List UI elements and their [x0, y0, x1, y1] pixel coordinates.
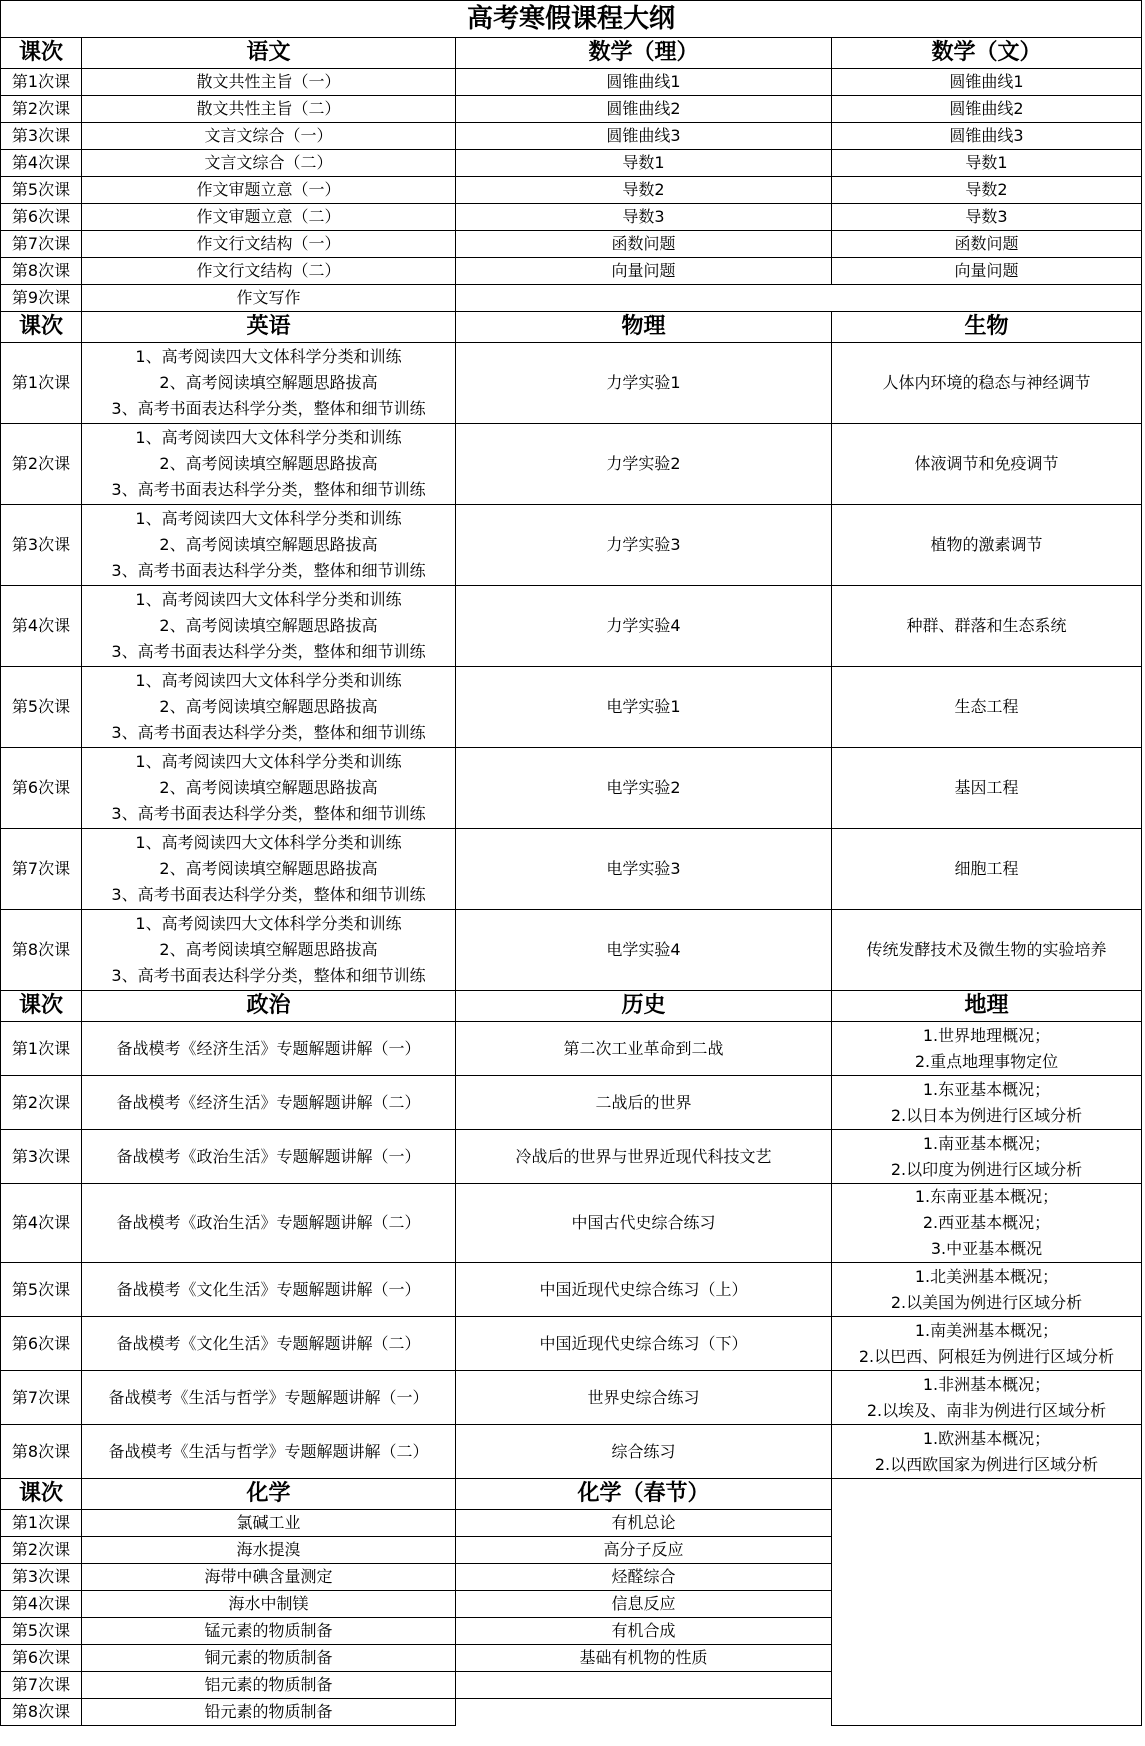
table-row [1, 258, 1142, 285]
english-line: 1、高考阅读四大文体科学分类和训练 [135, 347, 402, 366]
geography-cell [832, 1022, 1142, 1076]
biology-cell: 种群、群落和生态系统 [832, 586, 1142, 667]
table-row [1, 343, 1142, 424]
table-row [1, 177, 1142, 204]
physics-cell: 电学实验4 [456, 910, 832, 991]
section2-header [1, 312, 1142, 343]
chemistry-cell: 铜元素的物质制备 [82, 1645, 456, 1672]
politics-cell: 备战模考《政治生活》专题解题讲解（二） [82, 1184, 456, 1263]
geography-cell [832, 1076, 1142, 1130]
chemistry-spring-cell: 高分子反应 [456, 1537, 832, 1564]
history-cell: 二战后的世界 [456, 1076, 832, 1130]
geography-cell [832, 1317, 1142, 1371]
politics-cell: 备战模考《政治生活》专题解题讲解（一） [82, 1130, 456, 1184]
english-line: 2、高考阅读填空解题思路拔高 [159, 697, 378, 716]
math-arts-cell: 圆锥曲线2 [832, 96, 1142, 123]
lesson-cell: 第8次课 [1, 258, 82, 285]
header-cell: 地理 [832, 991, 1142, 1022]
geography-cell [832, 1184, 1142, 1263]
biology-cell: 生态工程 [832, 667, 1142, 748]
table-row [1, 1425, 1142, 1479]
lesson-cell: 第8次课 [1, 1699, 82, 1726]
english-line: 2、高考阅读填空解题思路拔高 [159, 778, 378, 797]
geography-line: 3.中亚基本概况 [930, 1239, 1043, 1258]
math-arts-cell: 导数3 [832, 204, 1142, 231]
politics-cell: 备战模考《生活与哲学》专题解题讲解（二） [82, 1425, 456, 1479]
chinese-cell: 作文行文结构（一） [82, 231, 456, 258]
lesson-cell: 第2次课 [1, 1076, 82, 1130]
english-cell [82, 505, 456, 586]
table-row [1, 829, 1142, 910]
chinese-cell: 散文共性主旨（二） [82, 96, 456, 123]
english-cell [82, 586, 456, 667]
chemistry-spring-cell: 有机合成 [456, 1618, 832, 1645]
table-row [1, 204, 1142, 231]
chinese-cell: 作文审题立意（二） [82, 204, 456, 231]
header-cell: 化学（春节） [456, 1479, 832, 1510]
english-cell [82, 748, 456, 829]
english-line: 1、高考阅读四大文体科学分类和训练 [135, 752, 402, 771]
header-cell: 英语 [82, 312, 456, 343]
blank-cell [832, 1479, 1142, 1726]
history-cell: 中国近现代史综合练习（上） [456, 1263, 832, 1317]
table-row [1, 1130, 1142, 1184]
chemistry-spring-cell: 信息反应 [456, 1591, 832, 1618]
math-science-cell: 导数2 [456, 177, 832, 204]
table-row [1, 123, 1142, 150]
geography-cell [832, 1425, 1142, 1479]
table-row [1, 1263, 1142, 1317]
english-line: 3、高考书面表达科学分类，整体和细节训练 [111, 966, 426, 985]
chemistry-cell: 铅元素的物质制备 [82, 1699, 456, 1726]
geography-line: 1.东亚基本概况； [922, 1079, 1051, 1099]
geography-line: 1.东南亚基本概况； [914, 1187, 1059, 1206]
lesson-cell: 第7次课 [1, 1672, 82, 1699]
geography-cell [832, 1130, 1142, 1184]
politics-cell: 备战模考《生活与哲学》专题解题讲解（一） [82, 1371, 456, 1425]
math-arts-cell: 导数2 [832, 177, 1142, 204]
header-cell: 政治 [82, 991, 456, 1022]
table-row [1, 1317, 1142, 1371]
table-row [1, 69, 1142, 96]
english-line: 3、高考书面表达科学分类，整体和细节训练 [111, 723, 426, 742]
lesson-cell: 第5次课 [1, 1263, 82, 1317]
english-line: 3、高考书面表达科学分类，整体和细节训练 [111, 885, 426, 904]
geography-cell [832, 1371, 1142, 1425]
english-line: 3、高考书面表达科学分类，整体和细节训练 [111, 480, 426, 499]
table-row [1, 424, 1142, 505]
lesson-cell: 第8次课 [1, 1425, 82, 1479]
english-cell [82, 910, 456, 991]
page-title: 高考寒假课程大纲 [1, 1, 1142, 38]
table-row [1, 1076, 1142, 1130]
english-line: 1、高考阅读四大文体科学分类和训练 [135, 509, 402, 528]
english-line: 3、高考书面表达科学分类，整体和细节训练 [111, 399, 426, 418]
lesson-cell: 第3次课 [1, 1564, 82, 1591]
header-cell: 生物 [832, 312, 1142, 343]
english-line: 1、高考阅读四大文体科学分类和训练 [135, 914, 402, 933]
geography-line: 1.南美洲基本概况； [914, 1320, 1059, 1340]
chemistry-spring-cell [456, 1672, 832, 1699]
lesson-cell: 第1次课 [1, 69, 82, 96]
history-cell: 第二次工业革命到二战 [456, 1022, 832, 1076]
geography-line: 2.以西欧国家为例进行区域分析 [874, 1454, 1099, 1474]
lesson-cell: 第2次课 [1, 424, 82, 505]
physics-cell: 力学实验2 [456, 424, 832, 505]
chemistry-cell: 氯碱工业 [82, 1510, 456, 1537]
table-row [1, 667, 1142, 748]
lesson-cell: 第3次课 [1, 505, 82, 586]
history-cell: 综合练习 [456, 1425, 832, 1479]
lesson-cell: 第4次课 [1, 1591, 82, 1618]
header-cell: 数学（理） [456, 38, 832, 69]
table-row [1, 1022, 1142, 1076]
table-row [1, 150, 1142, 177]
table-row [1, 231, 1142, 258]
lesson-cell: 第2次课 [1, 1537, 82, 1564]
table-row [1, 910, 1142, 991]
english-line: 2、高考阅读填空解题思路拔高 [159, 859, 378, 878]
empty-cell [456, 285, 1142, 312]
lesson-cell: 第5次课 [1, 1618, 82, 1645]
math-arts-cell: 向量问题 [832, 258, 1142, 285]
english-line: 2、高考阅读填空解题思路拔高 [159, 454, 378, 473]
lesson-cell: 第4次课 [1, 586, 82, 667]
chemistry-spring-cell: 基础有机物的性质 [456, 1645, 832, 1672]
english-cell [82, 343, 456, 424]
english-cell [82, 667, 456, 748]
english-line: 1、高考阅读四大文体科学分类和训练 [135, 428, 402, 447]
table-row [1, 505, 1142, 586]
header-cell: 课次 [1, 991, 82, 1022]
header-cell: 课次 [1, 38, 82, 69]
english-line: 2、高考阅读填空解题思路拔高 [159, 535, 378, 554]
geography-line: 1.北美洲基本概况； [914, 1266, 1059, 1286]
table-row [1, 1371, 1142, 1425]
table-row [1, 748, 1142, 829]
chemistry-spring-cell: 烃醛综合 [456, 1564, 832, 1591]
header-cell: 语文 [82, 38, 456, 69]
biology-cell: 基因工程 [832, 748, 1142, 829]
geography-line: 1.非洲基本概况； [922, 1374, 1051, 1394]
geography-line: 2.以埃及、南非为例进行区域分析 [866, 1400, 1107, 1420]
chemistry-spring-cell [456, 1699, 832, 1726]
politics-cell: 备战模考《经济生活》专题解题讲解（二） [82, 1076, 456, 1130]
math-science-cell: 导数1 [456, 150, 832, 177]
math-arts-cell: 圆锥曲线3 [832, 123, 1142, 150]
english-line: 1、高考阅读四大文体科学分类和训练 [135, 671, 402, 690]
chemistry-cell: 铝元素的物质制备 [82, 1672, 456, 1699]
physics-cell: 力学实验3 [456, 505, 832, 586]
geography-cell [832, 1263, 1142, 1317]
lesson-cell: 第7次课 [1, 829, 82, 910]
physics-cell: 力学实验4 [456, 586, 832, 667]
header-cell: 课次 [1, 1479, 82, 1510]
lesson-cell: 第1次课 [1, 343, 82, 424]
lesson-cell: 第4次课 [1, 150, 82, 177]
math-science-cell: 导数3 [456, 204, 832, 231]
math-science-cell: 函数问题 [456, 231, 832, 258]
lesson-cell: 第3次课 [1, 123, 82, 150]
chinese-cell: 文言文综合（二） [82, 150, 456, 177]
english-line: 2、高考阅读填空解题思路拔高 [159, 616, 378, 635]
geography-line: 2.西亚基本概况； [922, 1213, 1051, 1232]
chemistry-cell: 海带中碘含量测定 [82, 1564, 456, 1591]
geography-line: 2.以印度为例进行区域分析 [890, 1159, 1083, 1179]
politics-cell: 备战模考《经济生活》专题解题讲解（一） [82, 1022, 456, 1076]
math-science-cell: 圆锥曲线3 [456, 123, 832, 150]
lesson-cell: 第1次课 [1, 1510, 82, 1537]
math-arts-cell: 圆锥曲线1 [832, 69, 1142, 96]
math-science-cell: 向量问题 [456, 258, 832, 285]
chinese-cell: 作文行文结构（二） [82, 258, 456, 285]
section3-header [1, 991, 1142, 1022]
header-cell: 数学（文） [832, 38, 1142, 69]
table-row [1, 285, 1142, 312]
history-cell: 中国古代史综合练习 [456, 1184, 832, 1263]
geography-line: 2.以巴西、阿根廷为例进行区域分析 [858, 1346, 1115, 1366]
math-science-cell: 圆锥曲线1 [456, 69, 832, 96]
english-line: 1、高考阅读四大文体科学分类和训练 [135, 590, 402, 609]
biology-cell: 传统发酵技术及微生物的实验培养 [832, 910, 1142, 991]
header-cell: 课次 [1, 312, 82, 343]
section4-header [1, 1479, 1142, 1510]
lesson-cell: 第6次课 [1, 204, 82, 231]
geography-line: 2.重点地理事物定位 [914, 1051, 1059, 1071]
history-cell: 世界史综合练习 [456, 1371, 832, 1425]
lesson-cell: 第7次课 [1, 231, 82, 258]
lesson-cell: 第5次课 [1, 177, 82, 204]
physics-cell: 力学实验1 [456, 343, 832, 424]
table-row [1, 586, 1142, 667]
physics-cell: 电学实验3 [456, 829, 832, 910]
header-cell: 化学 [82, 1479, 456, 1510]
math-arts-cell: 导数1 [832, 150, 1142, 177]
lesson-cell: 第3次课 [1, 1130, 82, 1184]
lesson-cell: 第5次课 [1, 667, 82, 748]
english-line: 3、高考书面表达科学分类，整体和细节训练 [111, 561, 426, 580]
geography-line: 1.世界地理概况； [922, 1025, 1051, 1045]
chemistry-spring-cell: 有机总论 [456, 1510, 832, 1537]
biology-cell: 植物的激素调节 [832, 505, 1142, 586]
geography-line: 1.南亚基本概况； [922, 1133, 1051, 1153]
lesson-cell: 第6次课 [1, 748, 82, 829]
chemistry-cell: 海水中制镁 [82, 1591, 456, 1618]
lesson-cell: 第1次课 [1, 1022, 82, 1076]
geography-line: 2.以美国为例进行区域分析 [890, 1292, 1083, 1312]
biology-cell: 体液调节和免疫调节 [832, 424, 1142, 505]
english-line: 3、高考书面表达科学分类，整体和细节训练 [111, 642, 426, 661]
geography-line: 1.欧洲基本概况； [922, 1428, 1051, 1448]
english-line: 3、高考书面表达科学分类，整体和细节训练 [111, 804, 426, 823]
header-cell: 物理 [456, 312, 832, 343]
chinese-cell: 作文写作 [82, 285, 456, 312]
history-cell: 冷战后的世界与世界近现代科技文艺 [456, 1130, 832, 1184]
lesson-cell: 第8次课 [1, 910, 82, 991]
politics-cell: 备战模考《文化生活》专题解题讲解（一） [82, 1263, 456, 1317]
course-outline-body [1, 1, 1142, 1726]
physics-cell: 电学实验1 [456, 667, 832, 748]
chinese-cell: 散文共性主旨（一） [82, 69, 456, 96]
lesson-cell: 第6次课 [1, 1645, 82, 1672]
lesson-cell: 第4次课 [1, 1184, 82, 1263]
math-science-cell: 圆锥曲线2 [456, 96, 832, 123]
biology-cell: 人体内环境的稳态与神经调节 [832, 343, 1142, 424]
english-line: 1、高考阅读四大文体科学分类和训练 [135, 833, 402, 852]
chinese-cell: 文言文综合（一） [82, 123, 456, 150]
english-line: 2、高考阅读填空解题思路拔高 [159, 373, 378, 392]
math-arts-cell: 函数问题 [832, 231, 1142, 258]
chinese-cell: 作文审题立意（一） [82, 177, 456, 204]
header-cell: 历史 [456, 991, 832, 1022]
lesson-cell: 第6次课 [1, 1317, 82, 1371]
lesson-cell: 第7次课 [1, 1371, 82, 1425]
chemistry-cell: 海水提溴 [82, 1537, 456, 1564]
biology-cell: 细胞工程 [832, 829, 1142, 910]
lesson-cell: 第2次课 [1, 96, 82, 123]
lesson-cell: 第9次课 [1, 285, 82, 312]
english-cell [82, 829, 456, 910]
politics-cell: 备战模考《文化生活》专题解题讲解（二） [82, 1317, 456, 1371]
physics-cell: 电学实验2 [456, 748, 832, 829]
history-cell: 中国近现代史综合练习（下） [456, 1317, 832, 1371]
section1-header [1, 38, 1142, 69]
geography-line: 2.以日本为例进行区域分析 [890, 1105, 1083, 1125]
english-line: 2、高考阅读填空解题思路拔高 [159, 940, 378, 959]
english-cell [82, 424, 456, 505]
table-row [1, 1184, 1142, 1263]
table-row [1, 96, 1142, 123]
chemistry-cell: 锰元素的物质制备 [82, 1618, 456, 1645]
